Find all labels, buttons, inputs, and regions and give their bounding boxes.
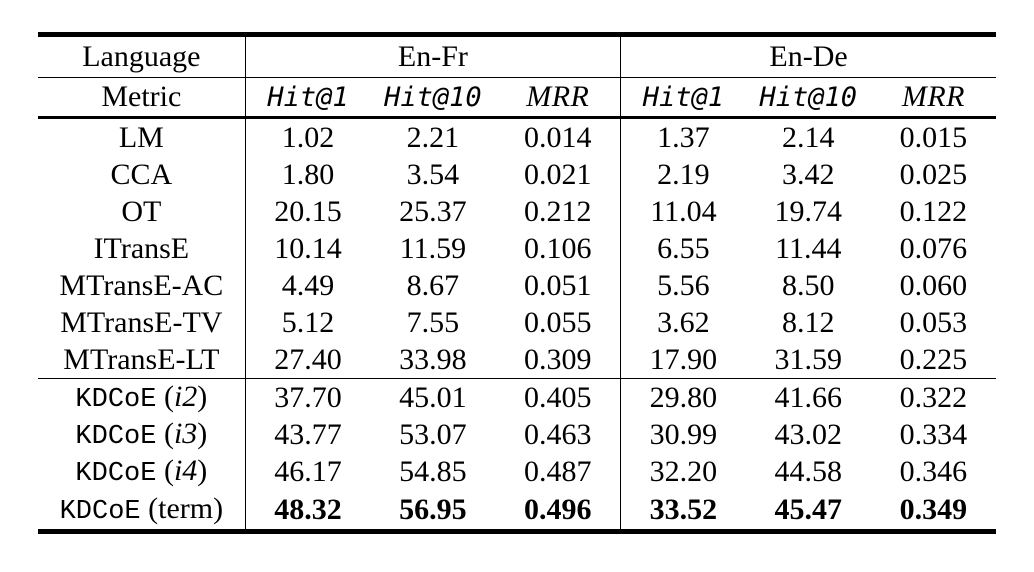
table-cell: 7.55 <box>406 305 460 339</box>
metric-mrr-en-fr: MRR <box>495 78 620 118</box>
table-cell-best: 0.496 <box>495 490 620 532</box>
method-paren-close: ) <box>197 416 208 450</box>
metric-hit1-en-fr: Hit@1 <box>245 78 370 118</box>
method-suffix: i4 <box>173 453 198 487</box>
table-row <box>38 193 996 230</box>
table-cell: 19.74 <box>774 194 843 228</box>
method-name: KDCoE <box>75 421 157 452</box>
table-cell: 0.076 <box>899 231 968 265</box>
table-cell-best: 45.47 <box>746 490 871 532</box>
method-name: KDCoE <box>75 458 157 489</box>
table-cell: 0.463 <box>524 417 592 451</box>
table-cell: 17.90 <box>621 341 746 379</box>
method-paren-open: ( <box>156 453 174 487</box>
metric-hit10-en-fr: Hit@10 <box>370 78 495 118</box>
table-cell: 45.01 <box>370 379 495 417</box>
table-cell: 0.322 <box>871 379 996 417</box>
table-cell: 37.70 <box>245 379 370 417</box>
table-row <box>38 156 996 193</box>
metric-header: Metric <box>38 78 245 118</box>
table-cell: 11.44 <box>775 231 842 265</box>
table-cell: 33.98 <box>399 342 467 376</box>
table-cell: 5.12 <box>245 304 370 341</box>
table-cell: 2.14 <box>746 118 871 157</box>
method-paren-open: ( <box>156 416 174 450</box>
method-label <box>38 453 245 490</box>
table-cell: 0.334 <box>899 417 968 451</box>
table-cell-best: 0.349 <box>871 490 996 532</box>
table-cell: 3.54 <box>406 157 460 191</box>
table-cell: 0.106 <box>524 231 592 265</box>
table-cell: 2.21 <box>370 118 495 157</box>
method-label: ITransE <box>93 231 190 265</box>
table-cell: 1.80 <box>245 156 370 193</box>
table-cell: 6.55 <box>621 230 746 267</box>
table-row <box>38 341 996 379</box>
table-cell-best: 33.52 <box>621 490 746 532</box>
table-cell: 10.14 <box>245 230 370 267</box>
table-cell: 0.212 <box>524 194 592 228</box>
table-cell: 54.85 <box>399 454 467 488</box>
table-cell: 27.40 <box>245 341 370 379</box>
table-cell: 3.42 <box>782 157 835 191</box>
table-cell: 41.66 <box>746 379 871 417</box>
table-row <box>38 230 996 267</box>
table-cell: 8.50 <box>782 268 835 302</box>
table-cell: 8.12 <box>782 305 835 339</box>
table-cell: 0.021 <box>524 157 592 191</box>
table-cell: 0.051 <box>524 268 592 302</box>
table-cell: 0.487 <box>524 454 592 488</box>
table-cell: 2.19 <box>621 156 746 193</box>
table-row <box>38 416 996 453</box>
group-header-en-de: En-De <box>621 35 996 78</box>
method-paren-open: ( <box>156 379 174 413</box>
table-cell: 0.309 <box>524 342 592 376</box>
method-label <box>38 416 245 453</box>
method-name: KDCoE <box>59 496 141 527</box>
table-cell: 0.055 <box>524 305 592 339</box>
table-cell: 29.80 <box>621 379 746 417</box>
method-paren-close: ) <box>197 379 208 413</box>
table-cell: 4.49 <box>245 267 370 304</box>
table-cell: 0.014 <box>495 118 620 157</box>
table-cell: 32.20 <box>621 453 746 490</box>
table-cell: 0.053 <box>899 305 968 339</box>
table-cell: 3.62 <box>621 304 746 341</box>
table-cell-best: 56.95 <box>370 490 495 532</box>
table-row <box>38 267 996 304</box>
table-cell: 0.405 <box>495 379 620 417</box>
method-suffix: term <box>158 491 214 525</box>
table-cell: 44.58 <box>774 454 843 488</box>
table-cell: 11.59 <box>399 231 467 265</box>
table-row <box>38 453 996 490</box>
method-paren-open: ( <box>140 491 159 525</box>
table-cell: 43.02 <box>774 417 843 451</box>
method-label: LM <box>38 118 245 157</box>
table-cell: 0.060 <box>899 268 968 302</box>
table-cell: 0.025 <box>899 157 968 191</box>
table-cell: 25.37 <box>399 194 467 228</box>
table-cell: 30.99 <box>621 416 746 453</box>
table-cell: 0.015 <box>871 118 996 157</box>
group-header-en-fr: En-Fr <box>245 35 620 78</box>
metric-mrr-en-de: MRR <box>871 78 996 118</box>
method-label: MTransE-LT <box>63 342 220 376</box>
method-suffix: i3 <box>173 416 198 450</box>
metric-hit1-en-de: Hit@1 <box>621 78 746 118</box>
table-row <box>38 490 996 532</box>
method-paren-close: ) <box>213 491 224 525</box>
method-paren-close: ) <box>197 453 208 487</box>
method-label: MTransE-TV <box>60 305 223 339</box>
method-label <box>38 379 245 417</box>
metric-header-row <box>38 78 996 118</box>
method-label: OT <box>121 194 162 228</box>
method-label <box>38 490 245 532</box>
table-cell: 46.17 <box>245 453 370 490</box>
method-label: CCA <box>110 157 173 191</box>
table-cell-best: 48.32 <box>245 490 370 532</box>
results-table <box>38 32 996 534</box>
table-cell: 11.04 <box>621 193 746 230</box>
table-cell: 53.07 <box>399 417 467 451</box>
method-label: MTransE-AC <box>59 268 224 302</box>
table-row <box>38 118 996 157</box>
table-cell: 5.56 <box>621 267 746 304</box>
method-suffix: i2 <box>173 379 198 413</box>
table-cell: 43.77 <box>245 416 370 453</box>
method-name: KDCoE <box>75 384 157 415</box>
table-row <box>38 304 996 341</box>
table-cell: 0.122 <box>899 194 968 228</box>
table-cell: 31.59 <box>774 342 843 376</box>
table-cell: 8.67 <box>406 268 460 302</box>
language-header-row <box>38 35 996 78</box>
table-cell: 0.225 <box>899 342 968 376</box>
metric-hit10-en-de: Hit@10 <box>746 78 871 118</box>
table-cell: 0.346 <box>899 454 968 488</box>
language-header: Language <box>38 35 245 78</box>
table-cell: 20.15 <box>245 193 370 230</box>
table-cell: 1.02 <box>245 118 370 157</box>
table-cell: 1.37 <box>621 118 746 157</box>
table-row <box>38 379 996 417</box>
